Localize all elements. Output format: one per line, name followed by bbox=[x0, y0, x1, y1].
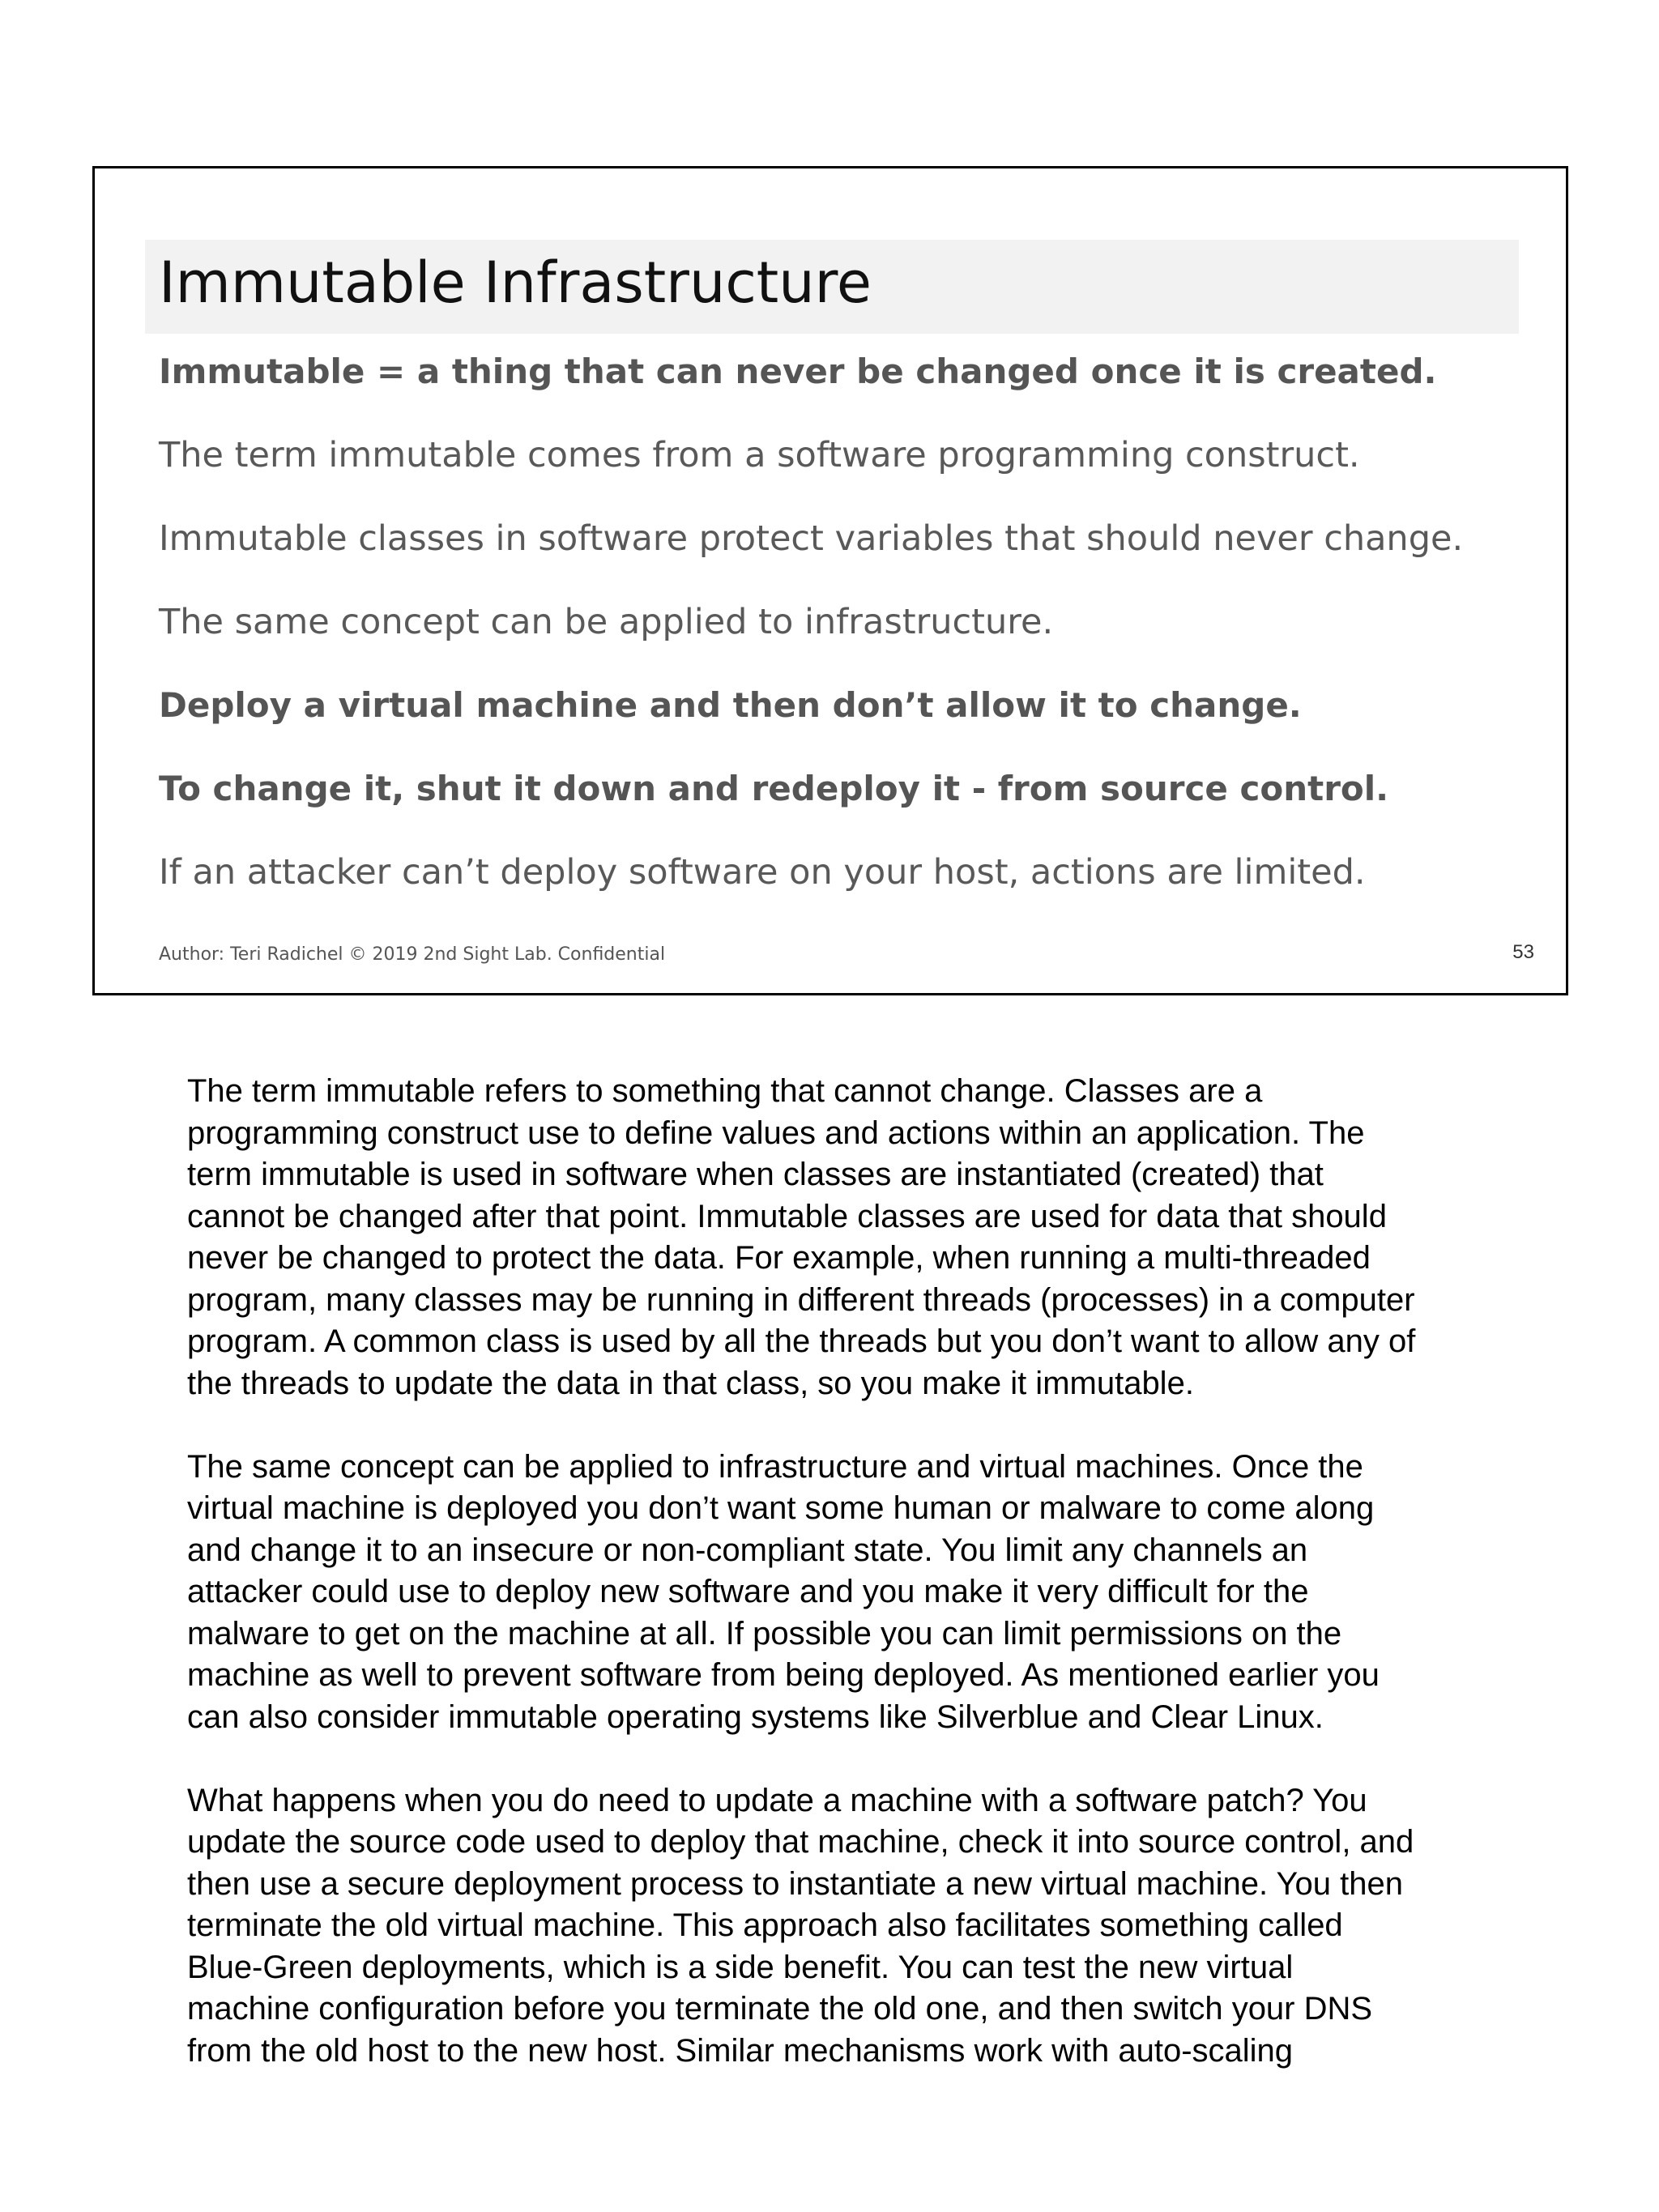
slide-bullet: Immutable classes in software protect variables that should never change. bbox=[159, 518, 1464, 559]
slide-page-number: 53 bbox=[1512, 941, 1534, 963]
slide-bullet: Deploy a virtual machine and then don’t allow it to change. bbox=[159, 685, 1302, 725]
slide-title-bar bbox=[145, 240, 1519, 334]
slide-bullet: To change it, shut it down and redeploy it - from source control. bbox=[159, 769, 1389, 808]
notes-line: then use a secure deployment process to instantiate a new virtual machine. You then bbox=[187, 1865, 1403, 1902]
notes-line: machine as well to prevent software from being deployed. As mentioned earlier you bbox=[187, 1657, 1380, 1693]
slide-frame bbox=[92, 166, 1568, 995]
notes-line: virtual machine is deployed you don’t want some human or malware to come along bbox=[187, 1490, 1375, 1526]
notes-line: term immutable is used in software when classes are instantiated (created) that bbox=[187, 1157, 1324, 1192]
notes-line: never be changed to protect the data. For example, when running a multi-threaded bbox=[187, 1240, 1371, 1276]
slide-bullet: The same concept can be applied to infrastructure. bbox=[159, 602, 1054, 642]
notes-line: terminate the old virtual machine. This approach also facilitates something called bbox=[187, 1907, 1343, 1943]
notes-line: from the old host to the new host. Similar mechanisms work with auto-scaling bbox=[187, 2032, 1294, 2069]
notes-line: programming construct use to define values and actions within an application. The bbox=[187, 1115, 1365, 1151]
notes-line: program, many classes may be running in different threads (processes) in a computer bbox=[187, 1281, 1415, 1318]
notes-line: program. A common class is used by all the threads but you don’t want to allow any of bbox=[187, 1323, 1416, 1359]
notes-line: the threads to update the data in that class, so you make it immutable. bbox=[187, 1365, 1194, 1401]
notes-line: machine configuration before you terminate the old one, and then switch your DNS bbox=[187, 1991, 1373, 2027]
notes-line: What happens when you do need to update a machine with a software patch? You bbox=[187, 1782, 1367, 1818]
notes-line: The same concept can be applied to infrastructure and virtual machines. Once the bbox=[187, 1448, 1363, 1485]
slide-bullet-list bbox=[159, 352, 1536, 936]
notes-line: update the source code used to deploy that machine, check it into source control, and bbox=[187, 1824, 1414, 1860]
notes-line: and change it to an insecure or non-compliant state. You limit any channels an bbox=[187, 1532, 1308, 1568]
notes-line: attacker could use to deploy new software and you make it very difficult for the bbox=[187, 1574, 1309, 1609]
notes-line: cannot be changed after that point. Immutable classes are used for data that should bbox=[187, 1198, 1387, 1234]
notes-paragraph bbox=[187, 1447, 1499, 1739]
notes-line: can also consider immutable operating systems like Silverblue and Clear Linux. bbox=[187, 1698, 1324, 1735]
notes-paragraph bbox=[187, 1071, 1499, 1404]
notes-line: The term immutable refers to something that cannot change. Classes are a bbox=[187, 1073, 1263, 1109]
notes-line: Blue-Green deployments, which is a side benefit. You can test the new virtual bbox=[187, 1949, 1294, 1985]
slide-title: Immutable Infrastructure bbox=[159, 249, 872, 316]
slide-bullet: The term immutable comes from a software programming construct. bbox=[159, 435, 1360, 475]
slide-footer-author: Author: Teri Radichel © 2019 2nd Sight Lab. Confidential bbox=[159, 944, 666, 965]
speaker-notes bbox=[187, 1071, 1499, 2114]
notes-paragraph bbox=[187, 1780, 1499, 2073]
notes-line: malware to get on the machine at all. If possible you can limit permissions on the bbox=[187, 1615, 1342, 1652]
slide-bullet: If an attacker can’t deploy software on your host, actions are limited. bbox=[159, 852, 1366, 893]
slide-bullet: Immutable = a thing that can never be changed once it is created. bbox=[159, 352, 1437, 391]
